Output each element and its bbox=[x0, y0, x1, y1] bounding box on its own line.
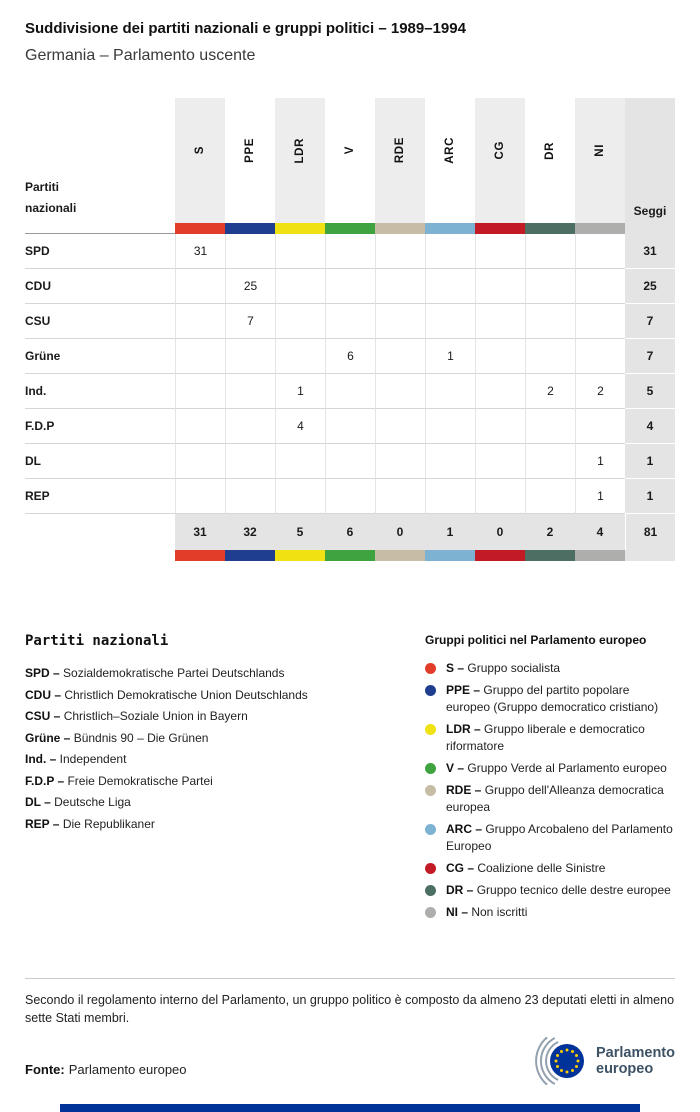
party-label: SPD bbox=[25, 234, 175, 269]
total-PPE: 32 bbox=[225, 514, 275, 550]
party-legend-item: CSU – Christlich–Soziale Union in Bayern bbox=[25, 709, 248, 723]
cell-DR: 2 bbox=[525, 374, 575, 409]
total-V: 6 bbox=[325, 514, 375, 550]
party-code: SPD – bbox=[25, 666, 64, 680]
cell-S bbox=[175, 479, 225, 514]
group-column-label: V bbox=[344, 146, 356, 155]
total-RDE: 0 bbox=[375, 514, 425, 550]
group-legend-item bbox=[425, 721, 675, 755]
cell-ARC bbox=[425, 234, 475, 269]
cell-CG bbox=[475, 339, 525, 374]
cell-ARC bbox=[425, 479, 475, 514]
party-code: REP – bbox=[25, 816, 63, 831]
cell-S bbox=[175, 304, 225, 339]
totals-spacer bbox=[25, 514, 175, 550]
cell-RDE bbox=[375, 479, 425, 514]
table-row bbox=[25, 339, 675, 374]
cell-PPE bbox=[225, 409, 275, 444]
color-bar-S bbox=[175, 223, 225, 234]
party-legend-item: DL – Deutsche Liga bbox=[25, 795, 131, 809]
cell-PPE: 25 bbox=[225, 269, 275, 304]
cell-RDE bbox=[375, 304, 425, 339]
party-label: CSU bbox=[25, 304, 175, 339]
group-code: V – bbox=[446, 761, 468, 775]
party-legend-item: SPD – Sozialdemokratische Partei Deutschlands bbox=[25, 666, 285, 680]
party-legend-heading: Partiti nazionali bbox=[25, 633, 169, 649]
cell-PPE bbox=[225, 234, 275, 269]
cell-V bbox=[325, 444, 375, 479]
page-subtitle: Germania – Parlamento uscente bbox=[25, 47, 256, 64]
total-NI: 4 bbox=[575, 514, 625, 550]
group-column-label: CG bbox=[494, 141, 506, 160]
group-column-label: NI bbox=[594, 144, 606, 157]
color-bar-CG bbox=[475, 223, 525, 234]
seats-cell: 1 bbox=[625, 479, 675, 514]
cell-NI bbox=[575, 304, 625, 339]
bottom-color-bar bbox=[25, 550, 675, 561]
cell-RDE bbox=[375, 269, 425, 304]
group-color-dot bbox=[425, 907, 436, 918]
cell-CG bbox=[475, 479, 525, 514]
table-row bbox=[25, 374, 675, 409]
cell-V bbox=[325, 269, 375, 304]
party-code: Grüne – bbox=[25, 730, 74, 745]
color-bar-LDR bbox=[275, 223, 325, 234]
group-legend-list bbox=[425, 660, 675, 921]
cell-ARC bbox=[425, 374, 475, 409]
group-color-dot bbox=[425, 663, 436, 674]
group-legend-item bbox=[425, 882, 675, 899]
cell-ARC bbox=[425, 269, 475, 304]
cell-LDR bbox=[275, 269, 325, 304]
group-column-label: S bbox=[194, 146, 206, 155]
cell-S: 31 bbox=[175, 234, 225, 269]
seats-color-spacer bbox=[625, 550, 675, 561]
color-bar-S bbox=[175, 550, 225, 561]
party-label: CDU bbox=[25, 269, 175, 304]
cell-PPE bbox=[225, 479, 275, 514]
party-code: CDU – bbox=[25, 687, 65, 702]
group-legend-item bbox=[425, 760, 675, 777]
cell-CG bbox=[475, 269, 525, 304]
total-LDR: 5 bbox=[275, 514, 325, 550]
eu-parliament-logo bbox=[521, 1037, 675, 1085]
cell-NI bbox=[575, 409, 625, 444]
group-code: S – bbox=[446, 661, 468, 675]
source bbox=[25, 1062, 187, 1085]
group-code: LDR – bbox=[446, 722, 485, 736]
party-column-header bbox=[25, 98, 175, 223]
color-bar-PPE bbox=[225, 223, 275, 234]
party-label: Ind. bbox=[25, 374, 175, 409]
cell-S bbox=[175, 374, 225, 409]
cell-LDR bbox=[275, 444, 325, 479]
seats-cell: 7 bbox=[625, 339, 675, 374]
seats-color-spacer bbox=[625, 223, 675, 234]
totals-row bbox=[25, 514, 675, 550]
color-bar-NI bbox=[575, 223, 625, 234]
group-legend-text: ARC – Gruppo Arcobaleno del Parlamento Europeo bbox=[446, 822, 673, 853]
party-column-header-line: nazionali bbox=[25, 201, 77, 215]
cell-LDR bbox=[275, 304, 325, 339]
footnote: Secondo il regolamento interno del Parlamento, un gruppo politico è composto da almeno 23 deputati eletti in almeno sette Stati membri. bbox=[25, 978, 675, 1027]
cell-S bbox=[175, 269, 225, 304]
party-label: Grüne bbox=[25, 339, 175, 374]
parliament-table bbox=[25, 98, 675, 561]
seats-cell: 5 bbox=[625, 374, 675, 409]
cell-NI: 1 bbox=[575, 444, 625, 479]
top-color-bar bbox=[25, 223, 675, 234]
party-code: F.D.P – bbox=[25, 773, 68, 788]
cell-S bbox=[175, 444, 225, 479]
cell-LDR bbox=[275, 339, 325, 374]
group-column-header-LDR bbox=[275, 98, 325, 223]
logo-text bbox=[596, 1045, 675, 1078]
group-legend-item bbox=[425, 904, 675, 921]
cell-RDE bbox=[375, 339, 425, 374]
party-legend bbox=[25, 633, 425, 926]
seats-cell: 25 bbox=[625, 269, 675, 304]
group-legend-text: PPE – Gruppo del partito popolare europeo (Gruppo democratico cristiano) bbox=[446, 683, 659, 714]
total-CG: 0 bbox=[475, 514, 525, 550]
color-bar-LDR bbox=[275, 550, 325, 561]
seats-cell: 1 bbox=[625, 444, 675, 479]
table-row bbox=[25, 409, 675, 444]
cell-DR bbox=[525, 409, 575, 444]
color-bar-spacer bbox=[25, 223, 175, 234]
cell-ARC bbox=[425, 444, 475, 479]
total-S: 31 bbox=[175, 514, 225, 550]
cell-RDE bbox=[375, 444, 425, 479]
group-color-dot bbox=[425, 863, 436, 874]
color-bar-V bbox=[325, 550, 375, 561]
table-row bbox=[25, 479, 675, 514]
group-column-header-RDE bbox=[375, 98, 425, 223]
table-header-row bbox=[25, 98, 675, 223]
party-legend-list bbox=[25, 663, 425, 835]
group-column-label: LDR bbox=[294, 137, 306, 164]
cell-ARC bbox=[425, 409, 475, 444]
group-legend-text: RDE – Gruppo dell'Alleanza democratica europea bbox=[446, 783, 664, 814]
group-code: NI – bbox=[446, 905, 472, 919]
group-column-header-PPE bbox=[225, 98, 275, 223]
cell-NI: 2 bbox=[575, 374, 625, 409]
color-bar-DR bbox=[525, 223, 575, 234]
group-code: PPE – bbox=[446, 683, 484, 697]
cell-PPE: 7 bbox=[225, 304, 275, 339]
cell-NI bbox=[575, 234, 625, 269]
parliament-logo-icon bbox=[521, 1037, 587, 1085]
group-legend-text: CG – Coalizione delle Sinistre bbox=[446, 861, 606, 875]
cell-RDE bbox=[375, 234, 425, 269]
cell-LDR bbox=[275, 479, 325, 514]
color-bar-V bbox=[325, 223, 375, 234]
table-row bbox=[25, 444, 675, 479]
bottom-blue-bar bbox=[60, 1104, 640, 1112]
party-legend-item: F.D.P – Freie Demokratische Partei bbox=[25, 773, 213, 788]
group-column-label: RDE bbox=[394, 137, 406, 164]
cell-CG bbox=[475, 444, 525, 479]
total-seats: 81 bbox=[625, 514, 675, 550]
group-legend-item bbox=[425, 682, 675, 716]
party-label: F.D.P bbox=[25, 409, 175, 444]
party-column-header-line: Partiti bbox=[25, 180, 60, 194]
color-bar-ARC bbox=[425, 223, 475, 234]
cell-CG bbox=[475, 374, 525, 409]
logo-text-line: Parlamento bbox=[596, 1044, 675, 1061]
cell-PPE bbox=[225, 374, 275, 409]
source-label: Fonte: bbox=[25, 1062, 65, 1078]
cell-S bbox=[175, 339, 225, 374]
group-legend-item bbox=[425, 660, 675, 677]
table-row bbox=[25, 234, 675, 269]
group-column-header-ARC bbox=[425, 98, 475, 223]
group-column-header-S bbox=[175, 98, 225, 223]
page-title: Suddivisione dei partiti nazionali e gruppi politici – 1989–1994 bbox=[25, 20, 466, 37]
cell-V bbox=[325, 409, 375, 444]
cell-V bbox=[325, 479, 375, 514]
source-value: Parlamento europeo bbox=[68, 1062, 187, 1078]
seats-cell: 31 bbox=[625, 234, 675, 269]
group-legend-text: LDR – Gruppo liberale e democratico riformatore bbox=[446, 722, 645, 753]
group-code: RDE – bbox=[446, 783, 485, 797]
cell-RDE bbox=[375, 374, 425, 409]
color-bar-NI bbox=[575, 550, 625, 561]
group-legend-heading: Gruppi politici nel Parlamento europeo bbox=[425, 633, 647, 647]
total-DR: 2 bbox=[525, 514, 575, 550]
party-code: DL – bbox=[25, 795, 55, 809]
group-column-label: PPE bbox=[244, 138, 256, 163]
cell-NI: 1 bbox=[575, 479, 625, 514]
party-legend-item: Ind. – Independent bbox=[25, 752, 127, 766]
cell-DR bbox=[525, 339, 575, 374]
seats-column-label: Seggi bbox=[633, 204, 667, 218]
cell-LDR: 4 bbox=[275, 409, 325, 444]
color-bar-RDE bbox=[375, 223, 425, 234]
party-legend-item: Grüne – Bündnis 90 – Die Grünen bbox=[25, 730, 209, 745]
cell-DR bbox=[525, 234, 575, 269]
color-bar-CG bbox=[475, 550, 525, 561]
group-legend-text: DR – Gruppo tecnico delle destre europee bbox=[446, 883, 671, 897]
cell-V bbox=[325, 374, 375, 409]
color-bar-PPE bbox=[225, 550, 275, 561]
cell-V bbox=[325, 304, 375, 339]
total-ARC: 1 bbox=[425, 514, 475, 550]
cell-CG bbox=[475, 234, 525, 269]
color-bar-RDE bbox=[375, 550, 425, 561]
group-legend-item bbox=[425, 821, 675, 855]
party-label: DL bbox=[25, 444, 175, 479]
group-legend-item bbox=[425, 860, 675, 877]
color-bar-spacer bbox=[25, 550, 175, 561]
table-row bbox=[25, 269, 675, 304]
group-legend bbox=[425, 633, 675, 926]
cell-PPE bbox=[225, 339, 275, 374]
group-legend-item bbox=[425, 782, 675, 816]
seats-cell: 4 bbox=[625, 409, 675, 444]
group-color-dot bbox=[425, 785, 436, 796]
party-code: CSU – bbox=[25, 709, 64, 723]
seats-column-header bbox=[625, 98, 675, 223]
cell-ARC: 1 bbox=[425, 339, 475, 374]
legend-section bbox=[25, 633, 675, 926]
group-code: DR – bbox=[446, 883, 477, 897]
cell-V bbox=[325, 234, 375, 269]
cell-LDR bbox=[275, 234, 325, 269]
cell-V: 6 bbox=[325, 339, 375, 374]
cell-DR bbox=[525, 269, 575, 304]
cell-ARC bbox=[425, 304, 475, 339]
group-color-dot bbox=[425, 824, 436, 835]
party-code: Ind. – bbox=[25, 752, 60, 766]
cell-DR bbox=[525, 304, 575, 339]
cell-CG bbox=[475, 409, 525, 444]
group-color-dot bbox=[425, 763, 436, 774]
party-legend-item: CDU – Christlich Demokratische Union Deutschlands bbox=[25, 687, 308, 702]
cell-S bbox=[175, 409, 225, 444]
group-column-header-V bbox=[325, 98, 375, 223]
color-bar-DR bbox=[525, 550, 575, 561]
group-color-dot bbox=[425, 724, 436, 735]
party-label: REP bbox=[25, 479, 175, 514]
table-row bbox=[25, 304, 675, 339]
group-legend-text: V – Gruppo Verde al Parlamento europeo bbox=[446, 761, 667, 775]
cell-CG bbox=[475, 304, 525, 339]
seats-cell: 7 bbox=[625, 304, 675, 339]
logo-text-line: europeo bbox=[596, 1061, 654, 1078]
group-column-header-DR bbox=[525, 98, 575, 223]
cell-DR bbox=[525, 479, 575, 514]
source-row bbox=[25, 1037, 675, 1085]
group-color-dot bbox=[425, 885, 436, 896]
group-legend-text: S – Gruppo socialista bbox=[446, 661, 561, 675]
cell-NI bbox=[575, 339, 625, 374]
group-color-dot bbox=[425, 685, 436, 696]
cell-DR bbox=[525, 444, 575, 479]
cell-PPE bbox=[225, 444, 275, 479]
cell-RDE bbox=[375, 409, 425, 444]
party-legend-item: REP – Die Republikaner bbox=[25, 816, 155, 831]
group-code: CG – bbox=[446, 861, 478, 875]
cell-NI bbox=[575, 269, 625, 304]
group-column-label: DR bbox=[544, 141, 556, 160]
color-bar-ARC bbox=[425, 550, 475, 561]
group-code: ARC – bbox=[446, 822, 486, 836]
group-column-header-CG bbox=[475, 98, 525, 223]
group-column-label: ARC bbox=[444, 137, 456, 164]
cell-LDR: 1 bbox=[275, 374, 325, 409]
group-legend-text: NI – Non iscritti bbox=[446, 905, 528, 919]
group-column-header-NI bbox=[575, 98, 625, 223]
